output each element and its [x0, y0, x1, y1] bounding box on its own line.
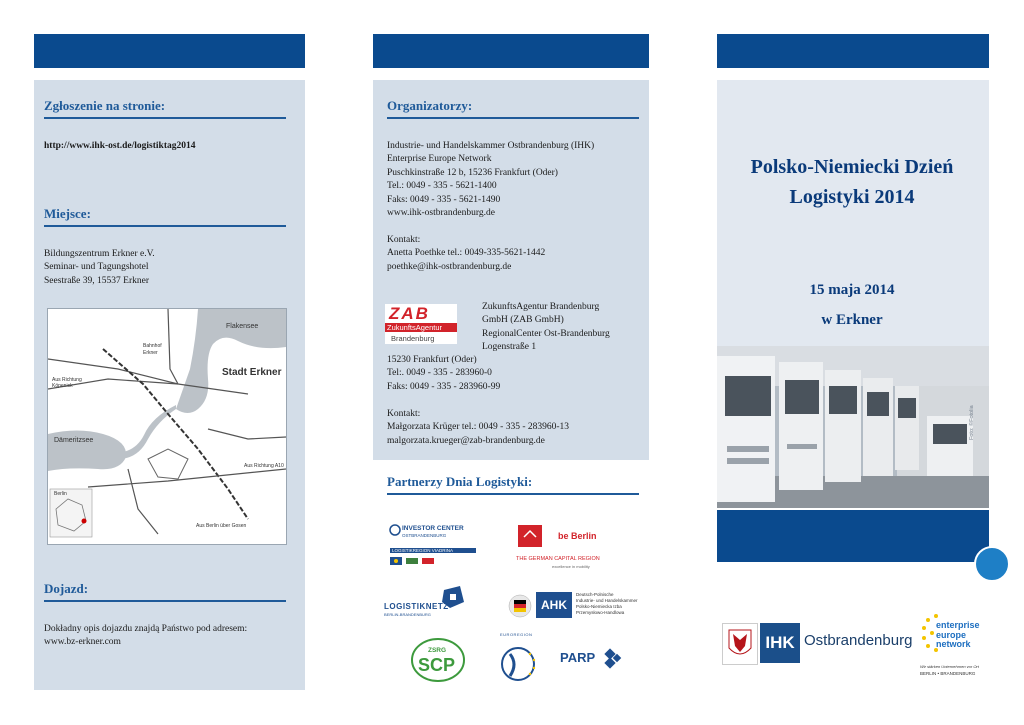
een-logo	[920, 612, 990, 682]
capital-region-text: THE GERMAN CAPITAL REGION	[516, 556, 600, 562]
right-header-band	[717, 34, 989, 68]
event-place: w Erkner	[821, 312, 883, 328]
ihk-website[interactable]: www.ihk-ostbrandenburg.de	[387, 208, 495, 219]
zab-logo-text: ZAB	[389, 304, 430, 323]
right-title-panel	[717, 80, 989, 346]
event-date: 15 maja 2014	[809, 282, 895, 298]
map-label-berlin: Berlin	[54, 491, 67, 497]
logistikregion-band: LOGISTIKREGION VIADRINA	[390, 548, 476, 553]
directions-url[interactable]: www.bz-erkner.com	[44, 637, 121, 648]
logistiknetz-sub: BERLIN-BRANDENBURG	[384, 612, 431, 617]
be-berlin-text: be Berlin	[558, 531, 597, 541]
directions-heading: Dojazd:	[44, 581, 89, 596]
venue-line: Bildungszentrum Erkner e.V.	[44, 249, 155, 259]
directions-text	[44, 623, 247, 650]
parp-logo	[560, 648, 630, 672]
ihk-box: IHK	[760, 623, 800, 663]
ihk-line: Faks: 0049 - 335 - 5621-1490	[387, 194, 501, 205]
ahk-logo	[508, 590, 648, 622]
een-line2: europe	[936, 629, 967, 640]
ahk-badge: AHK	[536, 592, 572, 618]
trucks-photo	[717, 346, 989, 508]
directions-rule	[44, 600, 286, 602]
venue-heading: Miejsce:	[44, 206, 91, 221]
zab-line: ZukunftsAgentur Brandenburg	[482, 302, 600, 312]
ostbrandenburg-text: OSTBRANDENBURG	[402, 533, 447, 538]
venue-line: Seestraße 39, 15537 Erkner	[44, 275, 149, 286]
excellence-text: excellence in mobility	[552, 564, 590, 569]
zab-logo	[385, 304, 457, 344]
directions-line: Dokładny opis dojazdu znajdą Państwo pod adresem:	[44, 624, 248, 634]
map-label-flakensee: Flakensee	[226, 323, 259, 330]
map-label-koepenick: Aus Richtung Köpenick	[52, 377, 82, 389]
partners-rule	[387, 493, 639, 495]
parp-text: PARP	[560, 650, 596, 665]
zab-address-line: Tel:. 0049 - 335 - 283960-0	[387, 368, 492, 379]
ihk-contact-line: Anetta Poethke tel.: 0049-335-5621-1442	[387, 248, 546, 259]
venue-address	[44, 248, 155, 288]
ihk-logo	[722, 623, 912, 663]
zab-line: Logenstraße 1	[482, 342, 537, 353]
ihk-line: Industrie- und Handelskammer Ostbrandenburg (IHK)	[387, 141, 595, 151]
ahk-line: Industrie- und Handelskammer	[576, 598, 638, 603]
zab-name	[482, 301, 610, 355]
zab-address-line: Faks: 0049 - 335 - 283960-99	[387, 381, 501, 392]
een-text	[936, 621, 980, 650]
right-bottom-band	[717, 510, 989, 562]
ihk-address	[387, 140, 594, 220]
logistiknetz-text: LOGISTIKNETZ	[384, 602, 449, 611]
ihk-contact	[387, 234, 545, 274]
ahk-line: Polsko-Niemiecka Izba	[576, 604, 622, 609]
map-label-daemeritzsee: Dämeritzsee	[54, 437, 94, 444]
organizers-rule	[387, 117, 639, 119]
ahk-line: Przemysłowo-Handlowa	[576, 610, 625, 615]
map-label-stadt: Stadt Erkner	[222, 367, 282, 378]
logistiknetz-logo	[384, 584, 476, 624]
ihk-region-text: Ostbrandenburg	[804, 632, 913, 649]
ihk-contact-label: Kontakt:	[387, 235, 421, 245]
zsrg-text: ZSRG	[428, 647, 447, 654]
zab-contact-line: Małgorzata Krüger tel.: 0049 - 335 - 283960-13	[387, 422, 570, 433]
map-label-bahnhof: Bahnhof	[143, 343, 162, 349]
map-label-gosen: Aus Berlin über Gosen	[196, 523, 247, 529]
een-line3: network	[936, 639, 971, 649]
zab-address	[387, 354, 500, 394]
zab-contact	[387, 408, 569, 448]
ihk-contact-email[interactable]: poethke@ihk-ostbrandenburg.de	[387, 261, 512, 272]
venue-rule	[44, 225, 286, 227]
zab-address-line: 15230 Frankfurt (Oder)	[387, 355, 477, 365]
scp-text: SCP	[418, 655, 456, 675]
event-title-line2: Logistyki 2014	[789, 186, 915, 208]
map-label-erkner: Erkner	[143, 350, 158, 356]
ahk-line: Deutsch-Polnische	[576, 592, 614, 597]
ahk-text	[576, 592, 638, 616]
een-line1: enterprise	[936, 620, 980, 630]
event-title	[717, 152, 987, 212]
zab-line: RegionalCenter Ost-Brandenburg	[482, 328, 610, 339]
partners-heading: Partnerzy Dnia Logistyki:	[387, 474, 533, 489]
een-region: BERLIN • BRANDENBURG	[920, 671, 976, 676]
ihk-line: Enterprise Europe Network	[387, 154, 492, 165]
zab-logo-band: ZukunftsAgentur	[385, 323, 457, 332]
registration-heading: Zgłoszenie na stronie:	[44, 98, 166, 113]
ihk-eagle-icon	[722, 623, 758, 665]
venue-line: Seminar- und Tagungshotel	[44, 262, 149, 273]
blue-circle	[974, 546, 1010, 582]
photo-credit: Foto: ©Fotolia	[969, 405, 975, 440]
zab-line: GmbH (ZAB GmbH)	[482, 315, 564, 326]
euroregion-text: EUROREGION	[500, 632, 533, 637]
investor-center-text: INVESTOR CENTER	[402, 525, 464, 532]
investor-center-logo	[388, 523, 476, 569]
euroregion-logo	[496, 632, 546, 694]
ihk-line: Tel.: 0049 - 335 - 5621-1400	[387, 181, 497, 192]
middle-header-band	[373, 34, 649, 68]
left-header-band	[34, 34, 305, 68]
registration-rule	[44, 117, 286, 119]
zab-contact-email[interactable]: malgorzata.krueger@zab-brandenburg.de	[387, 435, 545, 446]
be-berlin-logo	[512, 523, 642, 569]
organizers-heading: Organizatorzy:	[387, 98, 473, 113]
registration-url[interactable]: http://www.ihk-ost.de/logistiktag2014	[44, 141, 196, 151]
zab-logo-sub: Brandenburg	[391, 334, 435, 343]
zsrg-scp-logo	[410, 637, 468, 683]
map-label-a10: Aus Richtung A10	[244, 463, 284, 469]
event-title-line1: Polsko-Niemiecki Dzień	[750, 156, 954, 178]
ihk-line: Puschkinstraße 12 b, 15236 Frankfurt (Oder)	[387, 167, 558, 178]
een-tagline: Wir stärken Unternehmen vor Ort	[920, 664, 979, 669]
venue-map	[47, 308, 287, 545]
zab-contact-label: Kontakt:	[387, 409, 421, 419]
